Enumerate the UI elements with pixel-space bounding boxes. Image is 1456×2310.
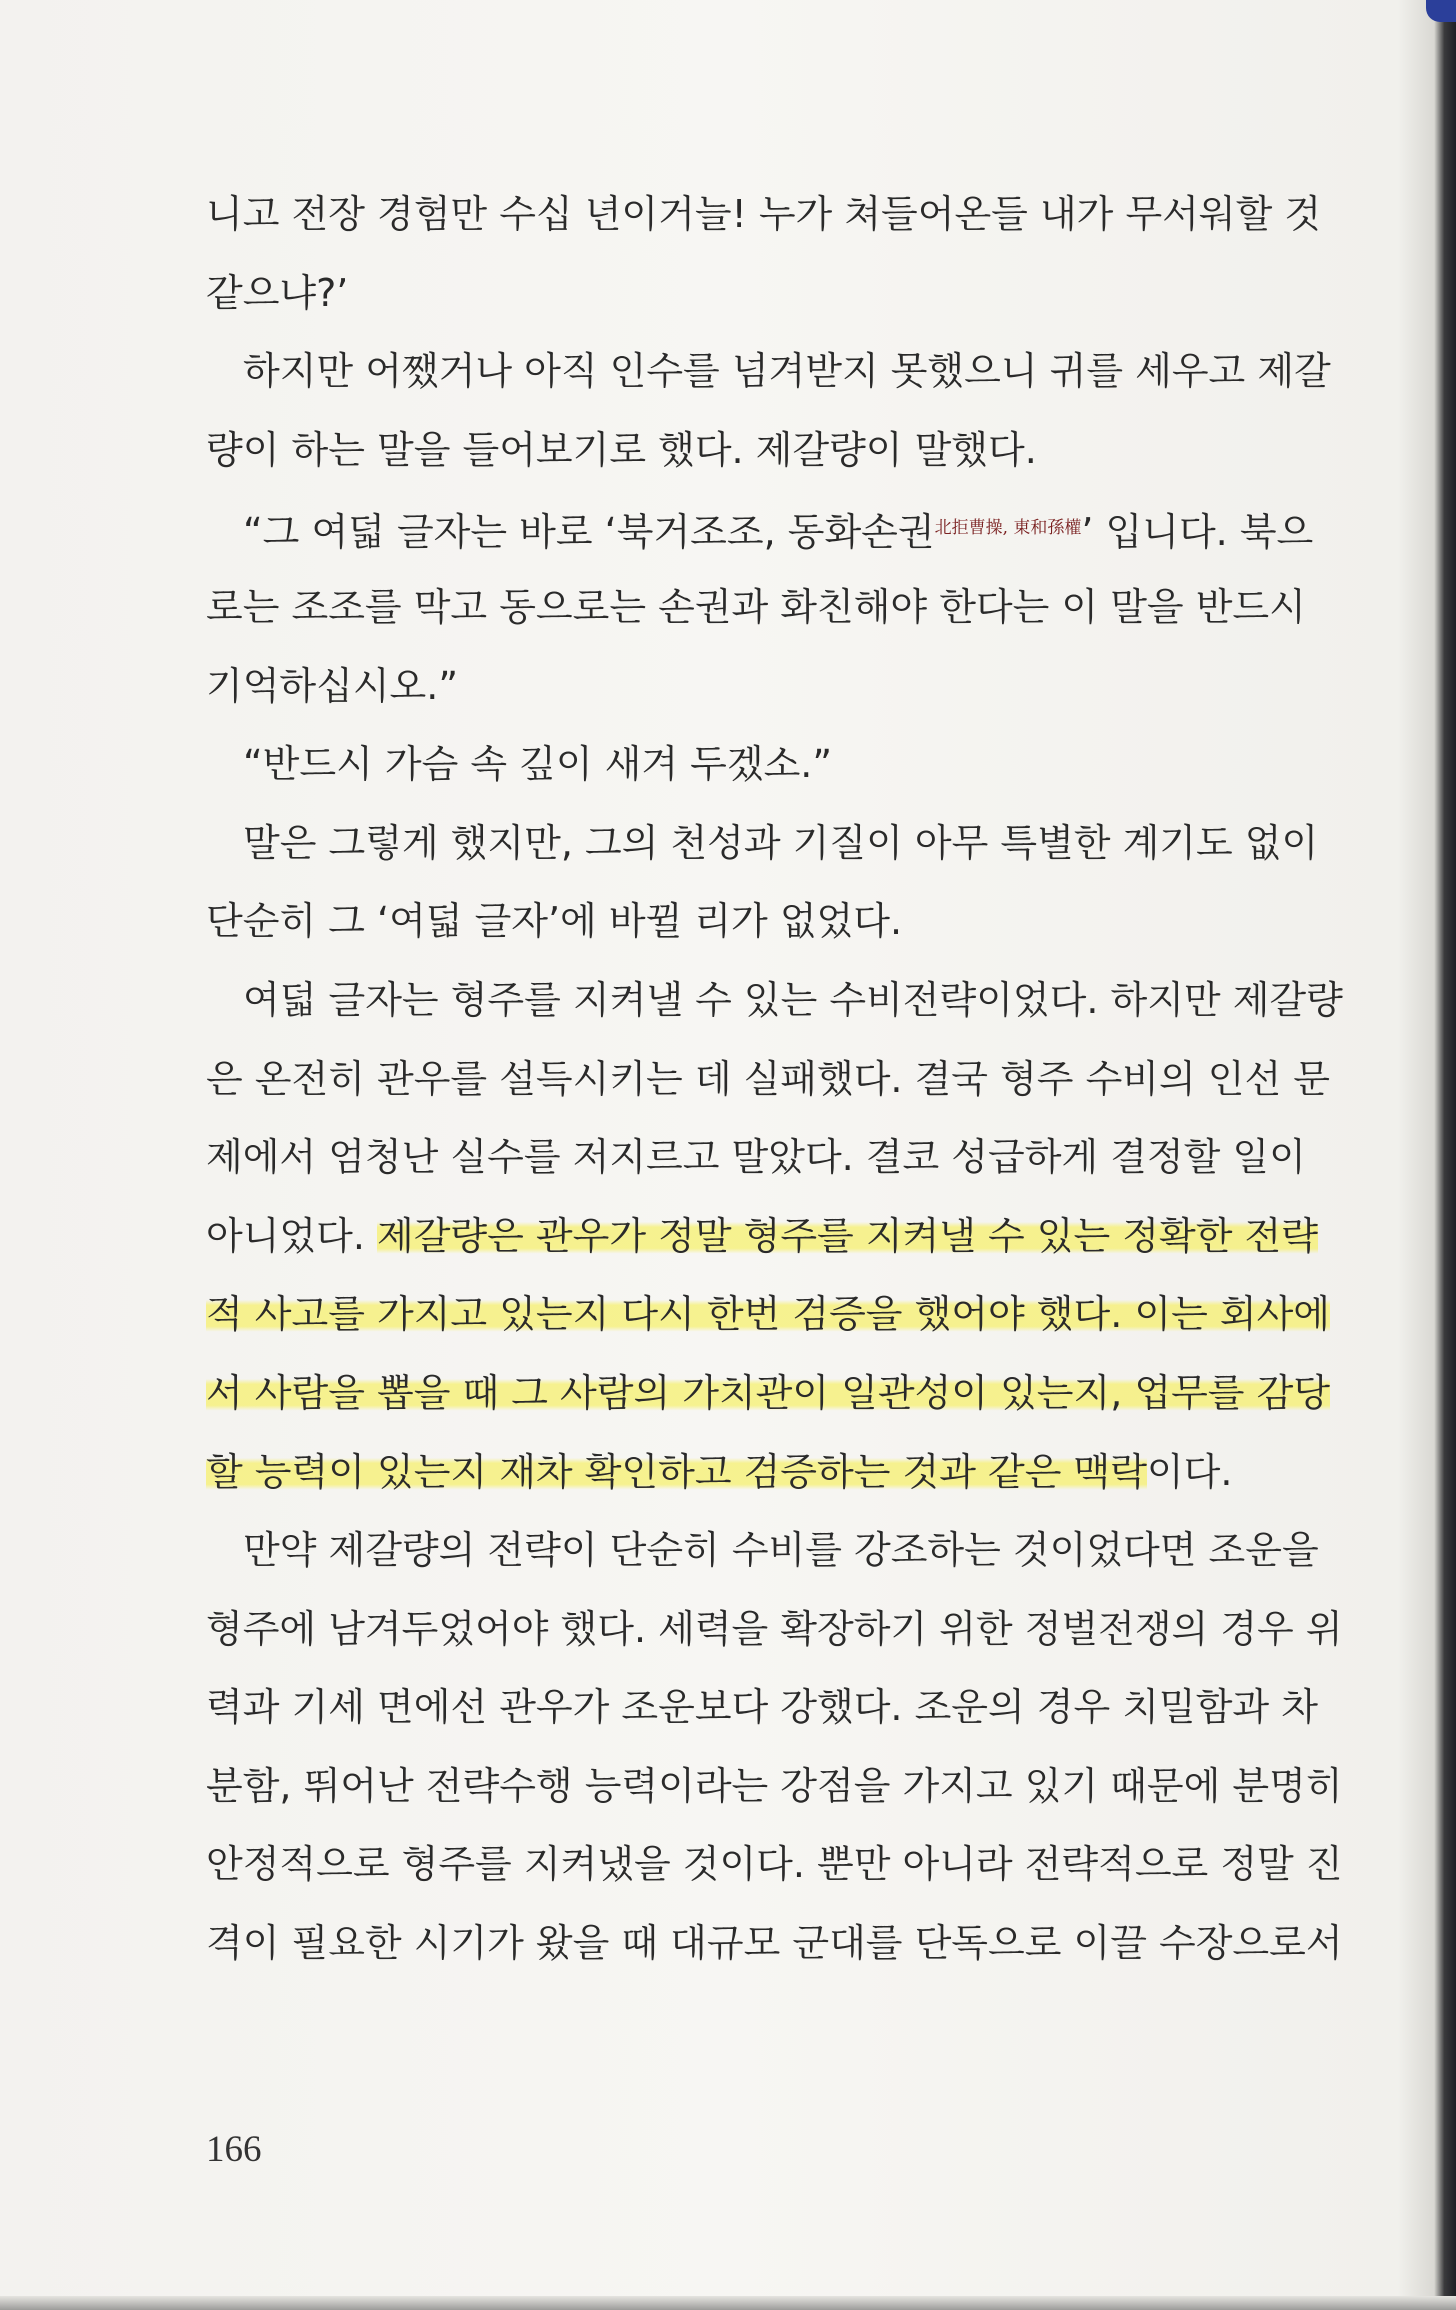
text-segment: 로는 조조를 막고 동으로는 손권과 화친해야 한다는 이 말을 반드시 [206,584,1306,629]
text-line [206,1825,1343,1904]
text-segment: 제에서 엄청난 실수를 저지르고 말았다. 결코 성급하게 결정할 일이 [206,1135,1306,1180]
text-segment: 형주에 남겨두었어야 했다. 세력을 확장하기 위한 정벌전쟁의 경우 위 [206,1606,1343,1651]
text-segment: 기억하십시오.” [206,663,459,708]
text-segment: 력과 기세 면에선 관우가 조운보다 강했다. 조운의 경우 치밀함과 차 [206,1685,1318,1730]
text-segment: 안정적으로 형주를 지켜냈을 것이다. 뿐만 아니라 전략적으로 정말 진 [206,1842,1343,1887]
text-line [206,647,1298,726]
text-segment: 은 온전히 관우를 설득시키는 데 실패했다. 결국 형주 수비의 인선 문 [206,1056,1330,1101]
text-segment: 말은 그렇게 했지만, 그의 천성과 기질이 아무 특별한 계기도 없이 [243,820,1319,865]
text-line [206,1433,1298,1512]
highlighted-text: 서 사람을 뽑을 때 그 사람의 가치관이 일관성이 있는지, 업무를 감당 [206,1370,1330,1415]
text-line [206,568,1306,647]
text-line [206,1118,1306,1197]
text-line [206,882,1298,961]
text-line [206,1511,1319,1590]
text-line [206,1275,1330,1354]
text-segment: 이다. [1146,1449,1233,1494]
text-segment: 니고 전장 경험만 수십 년이거늘! 누가 쳐들어온들 내가 무서워할 것 [206,192,1322,236]
page-number: 166 [206,2129,262,2170]
text-segment: “그 여덟 글자는 바로 ‘북거조조, 동화손권 [243,510,935,555]
text-line [206,1904,1343,1983]
text-segment: 여덟 글자는 형주를 지켜낼 수 있는 수비전략이었다. 하지만 제갈량 [243,977,1343,1022]
page-bottom-edge [0,2296,1456,2310]
text-line [206,1040,1330,1119]
body-text [206,175,1343,1983]
text-segment: 만약 제갈량의 전략이 단순히 수비를 강조하는 것이었다면 조운을 [243,1528,1319,1573]
text-segment: ’ 입니다. 북으 [1081,510,1314,555]
text-segment: “반드시 가슴 속 깊이 새겨 두겠소.” [243,742,833,787]
text-line [206,1197,1318,1276]
text-line [206,1590,1343,1669]
text-line [206,1747,1343,1826]
text-line [206,1668,1318,1747]
text-line [206,1354,1330,1433]
text-segment: 단순히 그 ‘여덟 글자’에 바뀔 리가 없었다. [206,899,903,944]
text-line [206,489,1314,568]
text-segment: 분함, 뛰어난 전략수행 능력이라는 강점을 가지고 있기 때문에 분명히 [206,1763,1343,1808]
text-line [206,175,1322,254]
highlighted-text: 제갈량은 관우가 정말 형주를 지켜낼 수 있는 정확한 전략 [377,1213,1318,1258]
highlighted-text: 적 사고를 가지고 있는지 다시 한번 검증을 했어야 했다. 이는 회사에 [206,1292,1330,1337]
text-line [206,332,1331,411]
text-line [206,961,1343,1040]
text-line [206,804,1319,883]
text-line [206,725,1298,804]
text-line [206,411,1298,490]
text-line [206,254,1298,333]
text-segment: 하지만 어쨌거나 아직 인수를 넘겨받지 못했으니 귀를 세우고 제갈 [243,349,1331,394]
text-segment: 격이 필요한 시기가 왔을 때 대규모 군대를 단독으로 이끌 수장으로서 [206,1921,1343,1966]
highlighted-text: 할 능력이 있는지 재차 확인하고 검증하는 것과 같은 맥락 [206,1449,1147,1494]
text-segment: 같으냐?’ [206,270,349,315]
page-corner-decoration [1426,0,1456,22]
text-segment: 량이 하는 말을 들어보기로 했다. 제갈량이 말했다. [206,427,1037,472]
hanja-annotation: 北拒曹操, 東和孫權 [934,518,1082,539]
text-segment: 아니었다. [206,1213,377,1258]
